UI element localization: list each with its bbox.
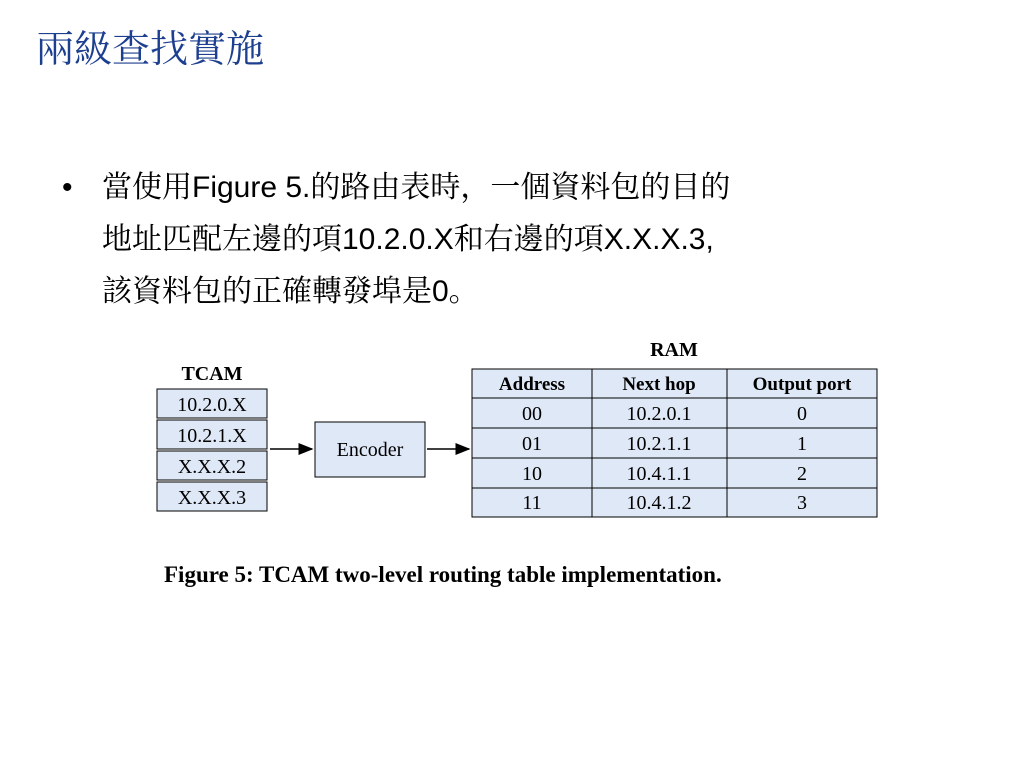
ram-output-port: 2 [797,463,807,485]
routing-table-figure [150,332,890,537]
ram-header-address: Address [498,374,566,395]
ram-output-port: 1 [797,433,807,455]
tcam-table [157,389,267,511]
ram-address: 11 [522,492,542,514]
ram-next-hop: 10.4.1.1 [626,463,692,485]
ram-header-output-port: Output port [752,374,852,395]
encoder-label: Encoder [336,439,404,461]
ram-next-hop: 10.2.1.1 [626,433,692,455]
bullet-text [102,162,942,318]
bullet-line-2: 地址匹配左邊的項10.2.0.X和右邊的項X.X.X.3, [102,223,714,256]
slide-title: 兩級查找實施 [36,27,265,71]
ram-output-port: 0 [797,403,807,425]
ram-address: 10 [522,463,542,485]
routing-diagram [150,332,890,532]
figure-caption: Figure 5: TCAM two-level routing table implementation. [164,562,722,587]
tcam-entry: 10.2.0.X [177,394,247,416]
ram-next-hop: 10.4.1.2 [626,492,692,514]
ram-address: 01 [522,433,542,455]
ram-address: 00 [522,403,542,425]
ram-label: RAM [650,339,698,361]
tcam-entry: 10.2.1.X [177,425,247,447]
bullet-line-1: 當使用Figure 5.的路由表時，一個資料包的目的 [102,171,731,204]
ram-output-port: 3 [797,492,807,514]
tcam-label: TCAM [181,363,243,385]
ram-next-hop: 10.2.0.1 [626,403,692,425]
bullet-line-3: 該資料包的正確轉發埠是0。 [102,275,479,308]
bullet-symbol: • [62,171,73,204]
tcam-entry: X.X.X.2 [177,456,247,478]
tcam-entry: X.X.X.3 [177,487,247,509]
ram-table [472,369,877,517]
ram-header-next-hop: Next hop [622,374,696,395]
